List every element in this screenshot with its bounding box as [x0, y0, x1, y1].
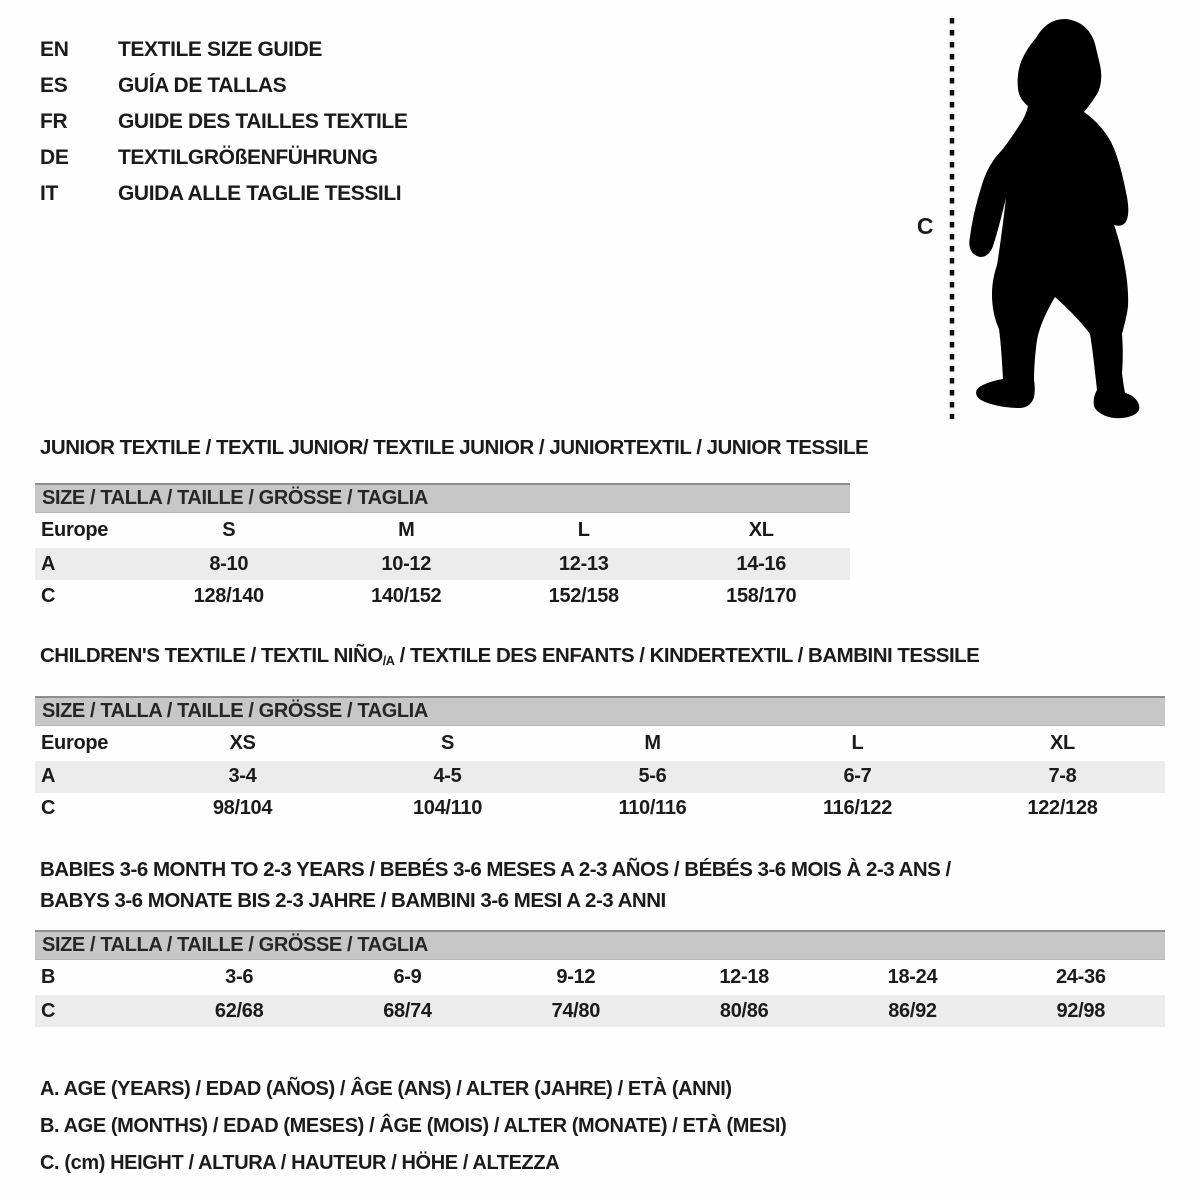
language-code: IT [40, 182, 59, 205]
legend-height-cm: C. (cm) HEIGHT / ALTURA / HAUTEUR / HÖHE / ALTEZZA [40, 1152, 560, 1174]
children-title-text: / TEXTILE DES ENFANTS / KINDERTEXTIL / BAMBINI TESSILE [394, 644, 980, 667]
language-title-block [40, 32, 407, 212]
guide-title: GUIDA ALLE TAGLIE TESSILI [118, 182, 402, 205]
junior-table-title: JUNIOR TEXTILE / TEXTIL JUNIOR/ TEXTILE JUNIOR / JUNIORTEXTIL / JUNIOR TESSILE [40, 436, 869, 459]
table-cell: C [41, 999, 56, 1022]
table-cell: Europe [41, 731, 109, 754]
table-cell: 110/116 [618, 797, 687, 820]
table-cell: 74/80 [551, 999, 601, 1022]
table-row [35, 995, 1165, 1027]
table-cell: M [398, 519, 415, 541]
size-header-label: SIZE / TALLA / TAILLE / GRÖSSE / TAGLIA [42, 699, 428, 722]
size-header-label: SIZE / TALLA / TAILLE / GRÖSSE / TAGLIA [42, 934, 428, 956]
babies-table-section [35, 854, 1165, 1027]
table-cell: 98/104 [212, 797, 273, 820]
table-cell: L [577, 519, 590, 541]
height-measure-label: C [916, 213, 934, 239]
table-cell: 6-9 [393, 966, 422, 988]
guide-title: TEXTILGRÖßENFÜHRUNG [118, 146, 378, 169]
babies-table-title [35, 854, 1165, 916]
table-cell: 158/170 [726, 584, 797, 607]
babies-title-line2: BABYS 3-6 MONATE BIS 2-3 JAHRE / BAMBINI 3-6 MESI A 2-3 ANNI [40, 889, 666, 912]
table-cell: 12-13 [558, 552, 609, 575]
size-header-bar [35, 930, 1165, 960]
table-cell: 7-8 [1048, 765, 1077, 788]
junior-table-rows [35, 513, 850, 612]
language-code: DE [40, 146, 69, 169]
measure-legend [40, 1071, 786, 1182]
table-cell: B [41, 966, 56, 988]
guide-title: TEXTILE SIZE GUIDE [118, 38, 322, 61]
language-code: ES [40, 74, 68, 97]
table-cell: 116/122 [822, 797, 893, 820]
table-cell: 3-6 [225, 966, 254, 988]
table-cell: S [440, 731, 455, 754]
size-header-bar [35, 696, 1165, 726]
table-cell: 62/68 [214, 999, 264, 1022]
table-cell: 104/110 [412, 797, 483, 820]
table-row [35, 548, 850, 580]
table-cell: 128/140 [193, 584, 264, 607]
table-cell: S [222, 519, 236, 541]
table-cell: 6-7 [843, 765, 872, 788]
legend-age-years: A. AGE (YEARS) / EDAD (AÑOS) / ÂGE (ANS) / ALTER (JAHRE) / ETÀ (ANNI) [40, 1078, 732, 1100]
baby-silhouette [969, 19, 1139, 418]
table-cell: 122/128 [1027, 797, 1098, 820]
table-cell: 68/74 [383, 999, 432, 1022]
table-cell: 10-12 [381, 552, 432, 575]
table-cell: C [41, 584, 56, 607]
table-cell: 12-18 [719, 966, 769, 988]
table-cell: 18-24 [887, 966, 938, 988]
language-row [40, 140, 407, 176]
table-cell: 8-10 [209, 552, 249, 575]
table-row [35, 580, 850, 612]
table-cell: Europe [41, 519, 109, 541]
table-cell: 152/158 [548, 584, 619, 607]
babies-table-rows [35, 960, 1165, 1027]
table-cell: 92/98 [1056, 999, 1106, 1022]
baby-silhouette-graphic [900, 10, 1162, 424]
table-row [35, 793, 1165, 825]
babies-title-line1: BABIES 3-6 MONTH TO 2-3 YEARS / BEBÉS 3-6 MESES A 2-3 AÑOS / BÉBÉS 3-6 MOIS À 2-3 ANS / [40, 858, 951, 881]
table-row [35, 960, 1165, 995]
children-title-text: CHILDREN'S TEXTILE / TEXTIL NIÑO [40, 644, 383, 667]
table-cell: 86/92 [888, 999, 937, 1022]
children-table-section [35, 644, 1165, 825]
size-header-bar [35, 483, 850, 513]
table-row [35, 761, 1165, 793]
table-cell: M [644, 731, 661, 754]
children-table-title [35, 644, 1165, 673]
table-cell: 24-36 [1055, 966, 1106, 988]
size-header-label: SIZE / TALLA / TAILLE / GRÖSSE / TAGLIA [42, 487, 428, 509]
language-row [40, 68, 407, 104]
table-cell: 9-12 [556, 966, 596, 988]
language-code: FR [40, 110, 68, 133]
table-cell: 4-5 [433, 765, 462, 788]
guide-title: GUÍA DE TALLAS [118, 74, 287, 97]
table-cell: C [41, 797, 56, 820]
table-cell: L [851, 731, 864, 754]
table-cell: 3-4 [228, 765, 257, 788]
table-cell: XS [229, 731, 256, 754]
table-cell: XL [748, 519, 774, 541]
guide-title: GUIDE DES TAILLES TEXTILE [118, 110, 408, 133]
legend-age-months: B. AGE (MONTHS) / EDAD (MESES) / ÂGE (MOIS) / ALTER (MONATE) / ETÀ (MESI) [40, 1115, 787, 1137]
language-row [40, 32, 407, 68]
language-row [40, 104, 407, 140]
table-cell: 14-16 [736, 552, 787, 575]
table-cell: 80/86 [719, 999, 769, 1022]
table-cell: XL [1050, 731, 1075, 754]
table-cell: A [41, 552, 56, 575]
table-cell: 5-6 [638, 765, 667, 788]
junior-table-section [35, 436, 869, 612]
table-cell: 140/152 [371, 584, 442, 607]
children-table-rows [35, 726, 1165, 825]
table-row [35, 726, 1165, 761]
language-row [40, 176, 407, 212]
table-cell: A [41, 765, 56, 788]
children-title-subscript: /A [382, 652, 395, 668]
language-code: EN [40, 38, 69, 61]
table-row [35, 513, 850, 548]
